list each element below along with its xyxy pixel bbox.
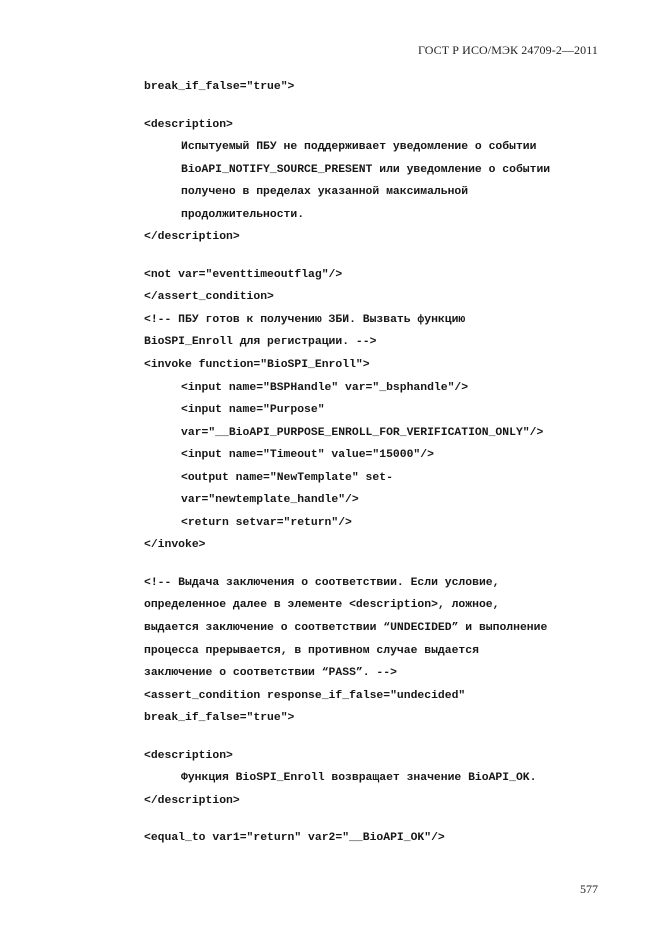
code-line: break_if_false="true"> <box>144 712 295 725</box>
code-line: Испытуемый ПБУ не поддерживает уведомление о событии <box>181 141 537 154</box>
code-line: <description> <box>144 118 233 131</box>
code-line: BioSPI_Enroll для регистрации. --> <box>144 336 377 349</box>
standard-header: ГОСТ Р ИСО/МЭК 24709-2—2011 <box>418 43 598 57</box>
code-line: <input name="Timeout" value="15000"/> <box>181 449 434 462</box>
blank-gap <box>144 557 614 572</box>
code-line: процесса прерывается, в противном случае выдается <box>144 644 479 657</box>
code-line: </invoke> <box>144 539 206 552</box>
code-line: <input name="Purpose" <box>181 404 325 417</box>
page-number: 577 <box>580 882 598 896</box>
code-line: <not var="eventtimeoutflag"/> <box>144 268 343 281</box>
code-line: <return setvar="return"/> <box>181 516 352 529</box>
code-line: <!-- ПБУ готов к получению ЗБИ. Вызвать функцию <box>144 313 466 326</box>
code-line: получено в пределах указанной максимальной <box>181 186 469 199</box>
code-line: выдается заключение о соответствии “UNDECIDED” и выполнение <box>144 622 548 635</box>
code-line: <output name="NewTemplate" set- <box>181 471 393 484</box>
code-line: </description> <box>144 231 240 244</box>
blank-gap <box>144 249 614 264</box>
blank-gap <box>144 99 614 114</box>
code-line: </assert_condition> <box>144 291 274 304</box>
code-line: <!-- Выдача заключения о соответствии. Если условие, <box>144 576 500 589</box>
code-line: определенное далее в элементе <description>, ложное, <box>144 599 500 612</box>
blank-gap <box>144 730 614 745</box>
code-line: <description> <box>144 749 233 762</box>
code-line: BioAPI_NOTIFY_SOURCE_PRESENT или уведомление о событии <box>181 163 551 176</box>
code-line: <invoke function="BioSPI_Enroll"> <box>144 359 370 372</box>
code-line: <assert_condition response_if_false="undecided" <box>144 689 466 702</box>
code-listing <box>144 76 614 850</box>
code-line: var="__BioAPI_PURPOSE_ENROLL_FOR_VERIFICATION_ONLY"/> <box>181 426 544 439</box>
code-line: break_if_false="true"> <box>144 81 295 93</box>
code-line: продолжительности. <box>181 208 305 221</box>
code-line: var="newtemplate_handle"/> <box>181 494 359 507</box>
code-line: </description> <box>144 794 240 807</box>
code-line: <input name="BSPHandle" var="_bsphandle"/> <box>181 381 469 394</box>
code-line: заключение о соответствии “PASS”. --> <box>144 667 397 680</box>
code-line: <equal_to var1="return" var2="__BioAPI_OK"/> <box>144 832 445 845</box>
code-line: Функция BioSPI_Enroll возвращает значение BioAPI_OK. <box>181 772 537 785</box>
blank-gap <box>144 812 614 827</box>
